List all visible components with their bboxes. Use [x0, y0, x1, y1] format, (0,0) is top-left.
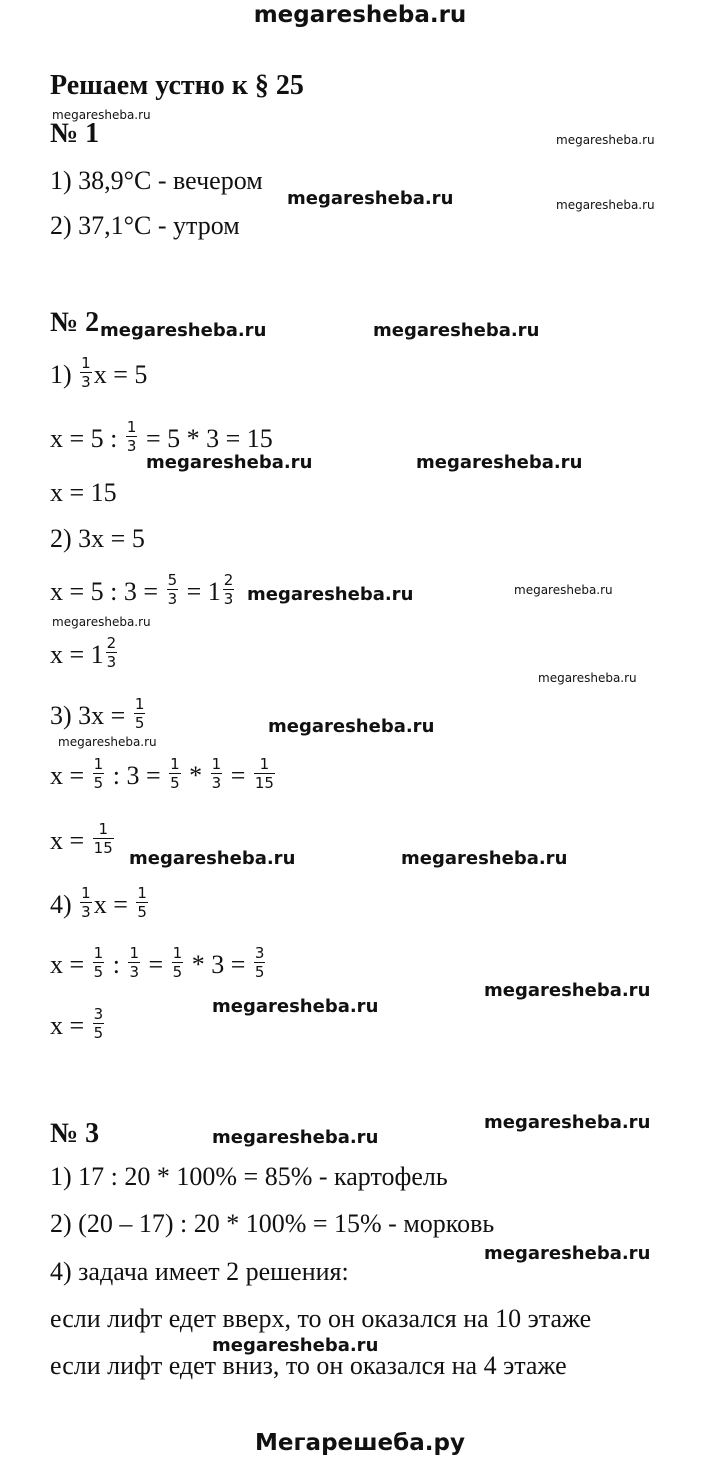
task-2-eq-3: x = 15: [50, 478, 117, 507]
task-1-number: № 1: [50, 118, 100, 149]
numerator: 1: [81, 354, 91, 372]
task-3-line-2: 2) (20 – 17) : 20 * 100% = 15% - морковь: [50, 1209, 495, 1238]
denominator: 3: [223, 590, 234, 608]
task-2-eq-6: [50, 636, 119, 673]
watermark-small: megaresheba.ru: [538, 671, 637, 685]
fraction: [134, 695, 146, 732]
task-3-line-1: 1) 17 : 20 * 100% = 85% - картофель: [50, 1162, 448, 1191]
watermark: megaresheba.ru: [484, 1243, 651, 1264]
task-3-number: № 3: [50, 1118, 100, 1149]
eq-text: x = 1: [50, 639, 104, 669]
eq-text: 4): [50, 889, 79, 919]
denominator: 3: [81, 373, 91, 391]
numerator: 1: [137, 884, 147, 902]
numerator: 2: [223, 571, 234, 589]
watermark: megaresheba.ru: [247, 584, 414, 605]
site-footer: Мегарешеба.ру: [255, 1430, 465, 1456]
denominator: 5: [134, 714, 145, 732]
watermark-small: megaresheba.ru: [556, 198, 655, 212]
fraction: [93, 755, 105, 792]
fraction: [126, 418, 138, 455]
watermark: megaresheba.ru: [212, 1127, 379, 1148]
denominator: 3: [129, 963, 139, 981]
denominator: 3: [167, 590, 178, 608]
watermark: megaresheba.ru: [401, 848, 568, 869]
watermark-small: megaresheba.ru: [52, 108, 151, 122]
numerator: 1: [259, 755, 270, 773]
fraction: [80, 884, 92, 921]
denominator: 5: [93, 774, 104, 792]
fraction: [211, 755, 223, 792]
task-2-eq-7: [50, 697, 147, 734]
numerator: 1: [93, 755, 104, 773]
numerator: 1: [126, 418, 137, 436]
eq-text: x =: [50, 949, 91, 979]
eq-text: =: [142, 949, 170, 979]
fraction: [93, 820, 114, 857]
task-2-eq-5: [50, 573, 236, 610]
fraction: [223, 571, 235, 608]
fraction: [93, 944, 105, 981]
watermark: megaresheba.ru: [287, 188, 454, 209]
numerator: 2: [106, 634, 117, 652]
eq-text: * 3 =: [185, 949, 252, 979]
numerator: 5: [167, 571, 178, 589]
denominator: 3: [106, 653, 117, 671]
task-2-eq-11: [50, 946, 267, 983]
numerator: 1: [170, 755, 180, 773]
watermark: megaresheba.ru: [212, 1335, 379, 1356]
numerator: 3: [254, 944, 265, 962]
eq-text: 3) 3x =: [50, 700, 132, 730]
eq-text: x = 5 :: [50, 423, 124, 453]
task-2-eq-2: [50, 420, 273, 457]
denominator: 5: [170, 774, 180, 792]
task-1-line-2: 2) 37,1°С - утром: [50, 211, 240, 240]
task-2-eq-1: [50, 356, 147, 393]
watermark: megaresheba.ru: [484, 1112, 651, 1133]
fraction: [106, 634, 118, 671]
watermark: megaresheba.ru: [129, 848, 296, 869]
numerator: 1: [98, 820, 108, 838]
fraction: [80, 354, 92, 391]
fraction: [169, 755, 181, 792]
task-2-eq-8: [50, 757, 277, 794]
denominator: 15: [93, 839, 113, 857]
page-title: Решаем устно к § 25: [50, 70, 304, 101]
watermark: megaresheba.ru: [268, 716, 435, 737]
denominator: 5: [137, 903, 147, 921]
fraction: [167, 571, 179, 608]
numerator: 1: [81, 884, 91, 902]
denominator: 15: [254, 774, 274, 792]
task-3-line-4: если лифт едет вверх, то он оказался на 10 этаже: [50, 1304, 592, 1333]
watermark: megaresheba.ru: [416, 452, 583, 473]
eq-text: = 5 * 3 = 15: [139, 423, 273, 453]
eq-text: : 3 =: [106, 760, 168, 790]
denominator: 5: [93, 963, 104, 981]
eq-text: x = 5: [93, 359, 148, 389]
eq-text: x =: [93, 889, 135, 919]
task-2-eq-4: 2) 3x = 5: [50, 524, 145, 553]
watermark: megaresheba.ru: [100, 320, 267, 341]
task-2-eq-10: [50, 886, 150, 923]
fraction: [136, 884, 148, 921]
watermark: megaresheba.ru: [484, 980, 651, 1001]
numerator: 3: [93, 1005, 104, 1023]
site-header: megaresheba.ru: [253, 2, 467, 28]
denominator: 5: [172, 963, 183, 981]
fraction: [172, 944, 184, 981]
eq-text: *: [182, 760, 209, 790]
eq-text: 1): [50, 359, 79, 389]
fraction: [93, 1005, 105, 1042]
numerator: 1: [134, 695, 145, 713]
denominator: 3: [81, 903, 91, 921]
task-3-line-3: 4) задача имеет 2 решения:: [50, 1257, 349, 1286]
watermark: megaresheba.ru: [146, 452, 313, 473]
watermark-small: megaresheba.ru: [556, 133, 655, 147]
eq-text: =: [224, 760, 252, 790]
watermark-small: megaresheba.ru: [514, 583, 613, 597]
task-2-number: № 2: [50, 307, 100, 338]
numerator: 1: [172, 944, 183, 962]
numerator: 1: [93, 944, 104, 962]
eq-text: x = 5 : 3 =: [50, 576, 165, 606]
eq-text: x =: [50, 760, 91, 790]
fraction: [254, 944, 266, 981]
numerator: 1: [129, 944, 139, 962]
task-2-eq-12: [50, 1007, 106, 1044]
denominator: 5: [254, 963, 265, 981]
fraction: [128, 944, 140, 981]
denominator: 5: [93, 1024, 104, 1042]
eq-text: :: [106, 949, 127, 979]
task-1-line-1: 1) 38,9°С - вечером: [50, 166, 263, 195]
eq-text: x =: [50, 1010, 91, 1040]
task-2-eq-9: [50, 822, 116, 859]
watermark-small: megaresheba.ru: [52, 615, 151, 629]
watermark: megaresheba.ru: [212, 996, 379, 1017]
fraction: [254, 755, 275, 792]
watermark-small: megaresheba.ru: [58, 735, 157, 749]
eq-text: = 1: [180, 576, 221, 606]
task-3-line-5: если лифт едет вниз, то он оказался на 4 этаже: [50, 1351, 567, 1380]
numerator: 1: [211, 755, 222, 773]
denominator: 3: [211, 774, 222, 792]
watermark: megaresheba.ru: [373, 320, 540, 341]
denominator: 3: [126, 437, 137, 455]
eq-text: x =: [50, 825, 91, 855]
